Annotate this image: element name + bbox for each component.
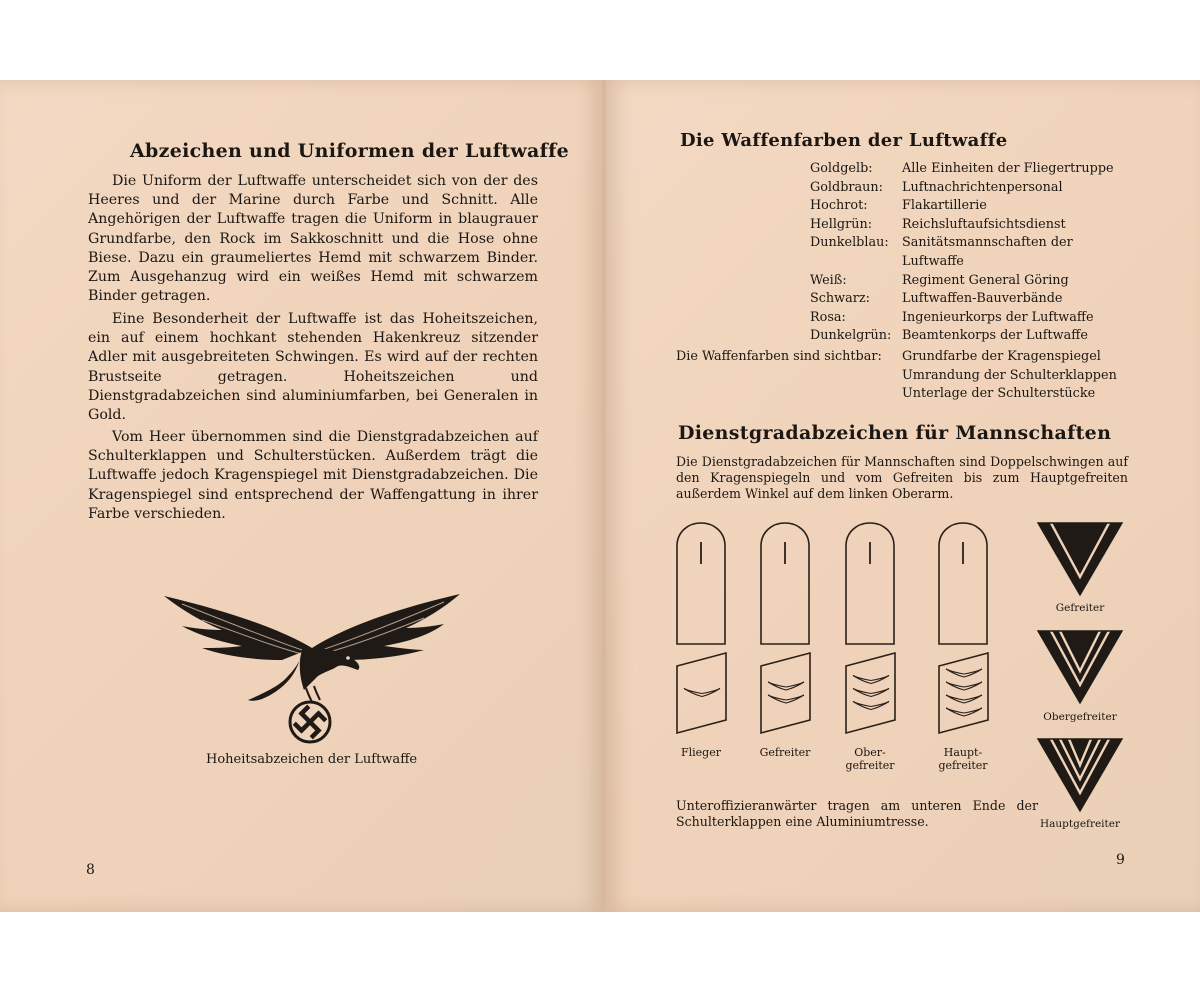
chevron-icon (1037, 522, 1123, 596)
color-assignment: Reichsluftaufsichtsdienst (902, 216, 1066, 232)
color-row (810, 216, 1132, 235)
chevron-label: Gefreiter (1055, 602, 1105, 614)
left-page-title: Abzeichen und Uniformen der Luftwaffe (130, 140, 569, 162)
visible-item: Unterlage der Schulterstücke (902, 386, 1096, 402)
ranks-subtitle: Dienstgradabzeichen für Mannschaften (678, 422, 1112, 444)
color-assignment: Regiment General Göring (902, 272, 1069, 288)
color-row (810, 160, 1132, 179)
color-name: Goldbraun: (810, 179, 883, 195)
shoulder-strap-icon (760, 522, 810, 646)
collar-patch-icon (760, 652, 812, 734)
rank-label: Flieger (681, 746, 721, 759)
shoulder-strap-icon (845, 522, 895, 646)
chevron-icon (1037, 630, 1123, 704)
paragraph-dienstgrad: Vom Heer übernommen sind die Dienstgradabzeichen auf Schulterklappen und Schulterstücken. Außerdem trägt die Luftwaffe jedoch Kragenspiegel mit Dienstgradabzeichen. Die Kragenspiegel sind entsprechend der Waffengattung in ihrer Farbe verschieden. (88, 429, 538, 522)
color-name: Rosa: (810, 309, 846, 325)
visible-item: Grundfarbe der Kragenspiegel (902, 349, 1101, 364)
rank-label: Gefreiter (759, 746, 811, 759)
color-assignment: Beamtenkorps der Luftwaffe (902, 328, 1088, 344)
color-assignment: Alle Einheiten der Fliegertruppe (902, 161, 1114, 176)
rank-label: Haupt- gefreiter (938, 746, 988, 772)
rank-label: Ober- gefreiter (845, 746, 895, 772)
waffenfarben-table (810, 160, 1132, 346)
collar-patch-icon (845, 652, 897, 734)
color-assignment: Sanitätsmannschaften der Luftwaffe (902, 235, 1073, 269)
color-name: Dunkelgrün: (810, 328, 892, 344)
visible-colors-row (676, 348, 1117, 404)
right-page-title: Die Waffenfarben der Luftwaffe (680, 130, 1008, 151)
ranks-intro: Die Dienstgradabzeichen für Mannschaften sind Doppelschwingen auf den Kragenspiegeln und vom Gefreiten bis zum Hauptgefreiten außerdem Winkel auf dem linken Oberarm. (676, 454, 1128, 501)
color-name: Schwarz: (810, 291, 870, 307)
visible-colors-label: Die Waffenfarben sind sichtbar: (676, 349, 882, 364)
color-assignment: Flakartillerie (902, 198, 987, 214)
chevron-icon (1037, 738, 1123, 812)
color-row (810, 234, 1132, 271)
shoulder-strap-icon (938, 522, 988, 646)
color-assignment: Luftwaffen-Bauverbände (902, 291, 1063, 307)
collar-patch-icon (676, 652, 728, 734)
color-name: Weiß: (810, 272, 847, 288)
footnote: Unteroffizieranwärter tragen am unteren Ende der Schulterklappen eine Aluminiumtresse. (676, 798, 1038, 829)
visible-item: Umrandung der Schulterklappen (902, 367, 1117, 383)
color-assignment: Luftnachrichtenpersonal (902, 179, 1063, 195)
paragraph-hoheitszeichen: Eine Besonderheit der Luftwaffe ist das Hoheitszeichen, ein auf einem hochkant stehenden Hakenkreuz sitzender Adler mit ausgebreiteten Schwingen. Es wird auf der rechten Brustseite getragen. Hoheitszeichen und Dienstgradabzeichen sind aluminiumfarben, bei Generalen in Gold. (88, 311, 538, 424)
shoulder-strap-icon (676, 522, 726, 646)
color-row (810, 290, 1132, 309)
chevron-label: Hauptgefreiter (1040, 818, 1120, 830)
color-row (810, 309, 1132, 328)
eagle-emblem-icon (162, 590, 462, 750)
color-name: Goldgelb: (810, 161, 873, 176)
color-assignment: Ingenieurkorps der Luftwaffe (902, 309, 1094, 325)
color-name: Hochrot: (810, 198, 868, 214)
page-number-left: 8 (86, 862, 95, 878)
page-number-right: 9 (1116, 852, 1125, 868)
chevron-label: Obergefreiter (1043, 711, 1117, 723)
color-name: Hellgrün: (810, 216, 873, 232)
color-row (810, 327, 1132, 346)
collar-patch-icon (938, 652, 990, 734)
emblem-caption: Hoheitsabzeichen der Luftwaffe (206, 752, 418, 767)
color-row (810, 179, 1132, 198)
color-name: Dunkelblau: (810, 235, 889, 251)
paragraph-uniform: Die Uniform der Luftwaffe unterscheidet sich von der des Heeres und der Marine durch Farbe und Schnitt. Alle Angehörigen der Luftwaffe tragen die Uniform in blaugrauer Grundfarbe, den Rock im Sakkoschnitt und die Hose ohne Biese. Dazu ein graumeliertes Hemd mit schwarzem Binder. Zum Ausgehanzug wird ein weißes Hemd mit schwarzem Binder getragen. (88, 173, 538, 305)
color-row (810, 272, 1132, 291)
color-row (810, 197, 1132, 216)
